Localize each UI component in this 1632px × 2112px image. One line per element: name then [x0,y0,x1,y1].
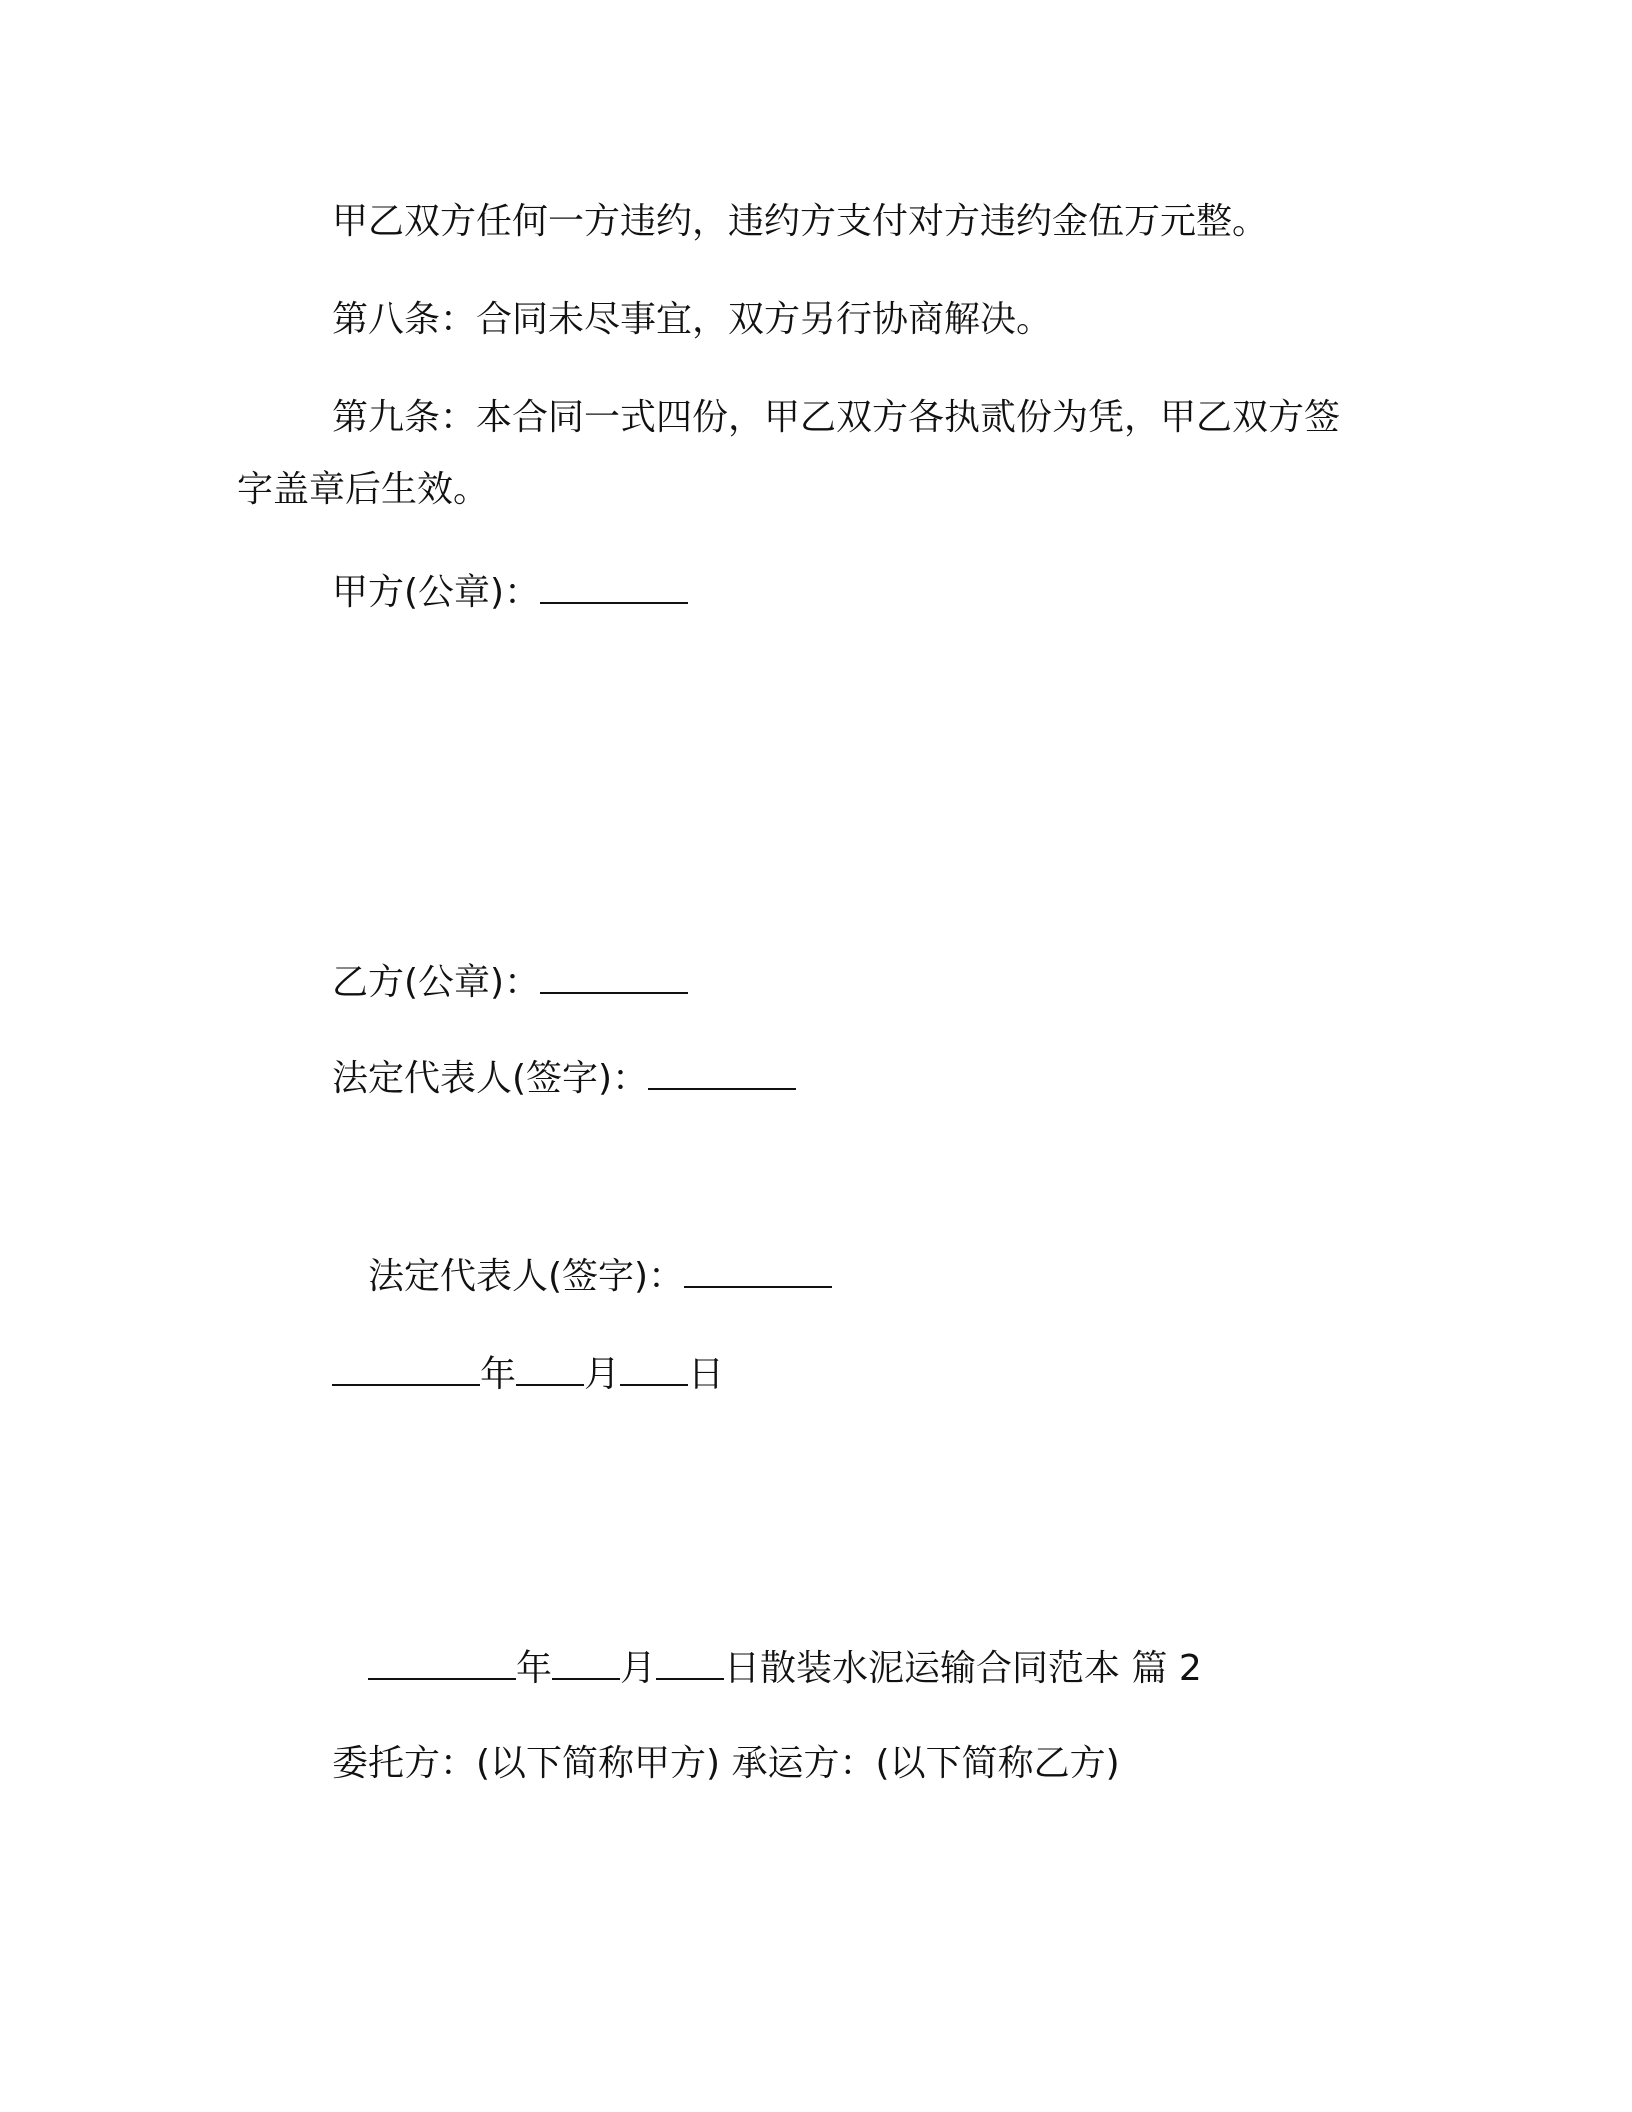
party-b-label: 乙方(公章)： [332,962,541,1003]
paragraph-breach-text: 甲乙双方任何一方违约，违约方支付对方违约金伍万元整。 [332,201,1269,242]
legal-rep-blank-2 [684,1252,832,1288]
date-line [332,1350,724,1397]
section-2-parties-text: 委托方：(以下简称甲方) 承运方：(以下简称乙方) [332,1743,1120,1784]
paragraph-article-8 [332,298,1052,342]
year-label: 年 [480,1354,517,1395]
month-blank [516,1350,584,1386]
paragraph-article-9-line2 [237,468,489,512]
section-2-title [368,1644,1202,1691]
paragraph-article-8-text: 第八条：合同未尽事宜，双方另行协商解决。 [332,299,1053,340]
legal-rep-signature-2 [368,1252,832,1299]
party-b-signature [332,958,688,1005]
legal-rep-signature-1 [332,1054,796,1101]
legal-rep-blank-1 [648,1054,796,1090]
section-2-title-text: 日散装水泥运输合同范本 篇 2 [724,1648,1202,1689]
paragraph-article-9-text-2: 字盖章后生效。 [237,469,490,510]
section-2-year-blank [368,1644,516,1680]
party-b-blank [540,958,688,994]
month-label: 月 [584,1354,621,1395]
party-a-signature [332,568,688,615]
paragraph-breach [332,200,1268,244]
legal-rep-label-2: 法定代表人(签字)： [368,1256,685,1297]
paragraph-article-9-line1 [332,396,1340,440]
section-2-day-blank [656,1644,724,1680]
paragraph-article-9-text-1: 第九条：本合同一式四份，甲乙双方各执贰份为凭，甲乙双方签 [332,397,1341,438]
day-blank [620,1350,688,1386]
day-label: 日 [688,1354,725,1395]
year-blank [332,1350,480,1386]
party-a-blank [540,568,688,604]
party-a-label: 甲方(公章)： [332,572,541,613]
section-2-parties [332,1742,1120,1786]
section-2-month-blank [552,1644,620,1680]
section-2-year-label: 年 [516,1648,553,1689]
legal-rep-label-1: 法定代表人(签字)： [332,1058,649,1099]
section-2-month-label: 月 [620,1648,657,1689]
